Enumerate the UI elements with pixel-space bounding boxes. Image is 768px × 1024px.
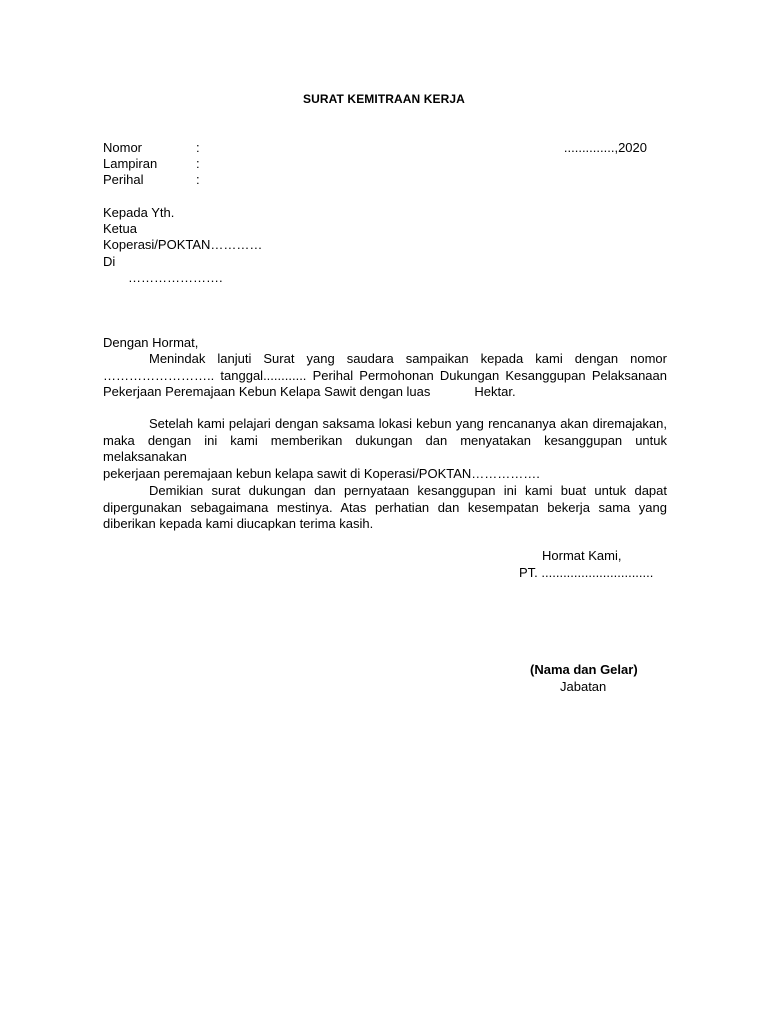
letter-title: SURAT KEMITRAAN KERJA	[303, 92, 465, 106]
perihal-label: Perihal	[103, 172, 144, 187]
nomor-label: Nomor	[103, 140, 143, 155]
signatory-position: Jabatan	[560, 679, 607, 694]
lampiran-label: Lampiran	[103, 156, 158, 171]
paragraph-3-line-2: dipergunakan sebagaimana mestinya. Atas perhatian dan kesempatan bekerja sama yang	[103, 499, 667, 515]
recipient-line-2: Ketua	[103, 221, 137, 236]
paragraph-1-line-2: …………………….. tanggal............ Perihal Permohonan Dukungan Kesanggupan Pelaksanaan	[103, 367, 667, 383]
paragraph-1-line-3: Pekerjaan Peremajaan Kebun Kelapa Sawit dengan luas	[103, 384, 431, 399]
paragraph-2	[103, 416, 667, 482]
paragraph-3-line-1: Demikian surat dukungan dan pernyataan kesanggupan ini kami buat untuk dapat	[149, 483, 667, 498]
signatory-name: (Nama dan Gelar)	[530, 662, 638, 677]
recipient-line-5: ………………….	[128, 270, 223, 285]
paragraph-2-line-2: maka dengan ini kami memberikan dukungan dan menyatakan kesanggupan untuk melaksanakan	[103, 432, 667, 464]
paragraph-2-line-1: Setelah kami pelajari dengan saksama lokasi kebun yang rencananya akan diremajakan,	[149, 416, 667, 431]
paragraph-3-line-3: diberikan kepada kami diucapkan terima kasih.	[103, 516, 374, 531]
closing-regards: Hormat Kami,	[542, 548, 622, 563]
nomor-colon: :	[196, 140, 200, 155]
letter-date: ..............,2020	[563, 140, 647, 155]
paragraph-1-line-3-wrap	[103, 384, 667, 401]
closing-company: PT. ...............................	[519, 565, 654, 580]
perihal-colon: :	[196, 172, 200, 187]
paragraph-1	[103, 351, 667, 401]
lampiran-colon: :	[196, 156, 200, 171]
paragraph-1-line-1: Menindak lanjuti Surat yang saudara sampaikan kepada kami dengan nomor	[149, 351, 667, 366]
recipient-line-3: Koperasi/POKTAN…………	[103, 237, 263, 252]
recipient-line-1: Kepada Yth.	[103, 205, 175, 220]
paragraph-2-line-3: pekerjaan peremajaan kebun kelapa sawit di Koperasi/POKTAN…………….	[103, 465, 540, 481]
recipient-line-4: Di	[103, 254, 116, 269]
paragraph-3	[103, 483, 667, 533]
paragraph-1-line-4: Hektar.	[474, 384, 516, 399]
greeting: Dengan Hormat,	[103, 335, 199, 350]
